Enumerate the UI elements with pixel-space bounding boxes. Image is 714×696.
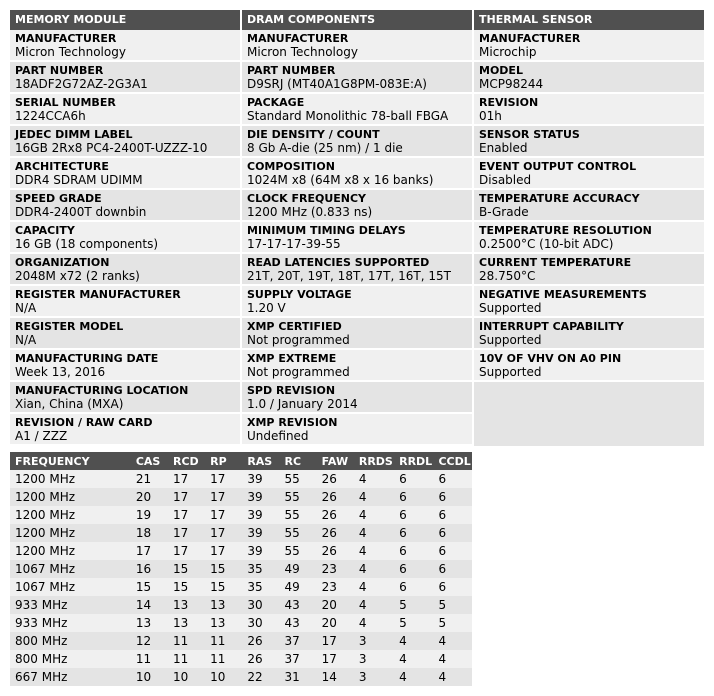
timing-cell: 55 — [280, 470, 317, 488]
timing-cell: 43 — [280, 596, 317, 614]
timing-row — [10, 524, 472, 542]
spec-value: A1 / ZZZ — [15, 429, 68, 443]
timing-cell: 11 — [168, 650, 205, 668]
timing-cell: 39 — [242, 488, 279, 506]
timing-cell: 23 — [317, 560, 354, 578]
spec-field — [242, 286, 472, 318]
timing-cell: 14 — [317, 668, 354, 686]
timing-cell: 20 — [317, 614, 354, 632]
timing-cell: 667 MHz — [10, 668, 131, 686]
timing-cell: 6 — [433, 506, 472, 524]
spec-field — [474, 62, 704, 94]
timing-cell: 1200 MHz — [10, 506, 131, 524]
spec-label: DIE DENSITY / COUNT — [247, 128, 380, 141]
timing-cell: 4 — [433, 668, 472, 686]
timing-cell: 15 — [131, 578, 168, 596]
spec-field — [10, 94, 240, 126]
timing-cell: 49 — [280, 560, 317, 578]
spec-field — [474, 222, 704, 254]
spec-value: N/A — [15, 301, 37, 315]
timing-cell: 23 — [317, 578, 354, 596]
timing-cell: 30 — [242, 596, 279, 614]
timing-header-ras: RAS — [242, 452, 279, 470]
timing-cell: 4 — [354, 560, 394, 578]
timing-cell: 1200 MHz — [10, 524, 131, 542]
spec-value: Supported — [479, 365, 542, 379]
spec-value: Disabled — [479, 173, 532, 187]
spec-label: XMP EXTREME — [247, 352, 337, 365]
spec-value: Supported — [479, 301, 542, 315]
timing-cell: 1200 MHz — [10, 488, 131, 506]
timing-cell: 4 — [433, 632, 472, 650]
timing-cell: 6 — [394, 578, 433, 596]
timing-cell: 21 — [131, 470, 168, 488]
timing-cell: 49 — [280, 578, 317, 596]
timing-cell: 933 MHz — [10, 614, 131, 632]
timing-cell: 26 — [317, 488, 354, 506]
spec-label: INTERRUPT CAPABILITY — [479, 320, 624, 333]
spec-field — [242, 126, 472, 158]
spec-label: NEGATIVE MEASUREMENTS — [479, 288, 647, 301]
spec-value: MCP98244 — [479, 77, 544, 91]
timing-cell: 933 MHz — [10, 596, 131, 614]
timing-header-ccdl: CCDL — [433, 452, 472, 470]
timing-row — [10, 668, 472, 686]
spec-field — [242, 350, 472, 382]
spec-label: MANUFACTURER — [15, 32, 117, 45]
timing-row — [10, 560, 472, 578]
spec-field — [10, 414, 240, 446]
spec-label: TEMPERATURE ACCURACY — [479, 192, 640, 205]
spec-label: MODEL — [479, 64, 523, 77]
spec-field — [10, 158, 240, 190]
timing-cell: 3 — [354, 632, 394, 650]
spec-label: ARCHITECTURE — [15, 160, 109, 173]
timing-cell: 37 — [280, 632, 317, 650]
timing-cell: 15 — [168, 578, 205, 596]
timing-cell: 11 — [168, 632, 205, 650]
timing-cell: 800 MHz — [10, 632, 131, 650]
timing-cell: 10 — [205, 668, 242, 686]
spec-field — [10, 62, 240, 94]
timing-cell: 26 — [317, 524, 354, 542]
timing-header-cas: CAS — [131, 452, 168, 470]
timing-header-row — [10, 452, 472, 470]
dram-components-fields — [242, 30, 472, 446]
spec-value: B-Grade — [479, 205, 529, 219]
timing-cell: 26 — [242, 650, 279, 668]
timing-row — [10, 632, 472, 650]
thermal-sensor-filler — [474, 382, 704, 446]
timing-cell: 5 — [433, 614, 472, 632]
timing-row — [10, 506, 472, 524]
spec-field — [242, 158, 472, 190]
spec-label: SUPPLY VOLTAGE — [247, 288, 352, 301]
spec-label: MANUFACTURING LOCATION — [15, 384, 189, 397]
spec-label: TEMPERATURE RESOLUTION — [479, 224, 652, 237]
spec-label: ORGANIZATION — [15, 256, 110, 269]
timing-cell: 5 — [394, 596, 433, 614]
spec-label: REGISTER MODEL — [15, 320, 124, 333]
timing-table — [10, 452, 472, 686]
timing-cell: 4 — [354, 506, 394, 524]
spec-value: 1024M x8 (64M x8 x 16 banks) — [247, 173, 434, 187]
timing-cell: 14 — [131, 596, 168, 614]
timing-cell: 3 — [354, 668, 394, 686]
spec-label: PART NUMBER — [15, 64, 104, 77]
spec-label: XMP REVISION — [247, 416, 338, 429]
timing-cell: 17 — [317, 632, 354, 650]
timing-cell: 10 — [168, 668, 205, 686]
timing-cell: 26 — [317, 542, 354, 560]
spec-field — [242, 254, 472, 286]
spec-field — [474, 94, 704, 126]
memory-module-header: MEMORY MODULE — [10, 10, 240, 30]
timing-cell: 6 — [394, 542, 433, 560]
timing-cell: 26 — [317, 506, 354, 524]
spec-value: Enabled — [479, 141, 528, 155]
timing-cell: 55 — [280, 506, 317, 524]
spec-field — [474, 190, 704, 222]
timing-cell: 6 — [433, 524, 472, 542]
spec-field — [474, 286, 704, 318]
timing-cell: 17 — [205, 506, 242, 524]
timing-row — [10, 488, 472, 506]
timing-cell: 39 — [242, 524, 279, 542]
spec-label: REVISION / RAW CARD — [15, 416, 153, 429]
timing-cell: 11 — [131, 650, 168, 668]
timing-cell: 13 — [168, 614, 205, 632]
spec-value: 18ADF2G72AZ-2G3A1 — [15, 77, 148, 91]
spec-label: CAPACITY — [15, 224, 75, 237]
timing-cell: 30 — [242, 614, 279, 632]
spec-field — [242, 318, 472, 350]
spec-field — [242, 190, 472, 222]
timing-cell: 17 — [205, 470, 242, 488]
timing-cell: 15 — [205, 560, 242, 578]
spec-value: Micron Technology — [247, 45, 358, 59]
spec-value: 17-17-17-39-55 — [247, 237, 341, 251]
timing-cell: 37 — [280, 650, 317, 668]
timing-cell: 13 — [205, 614, 242, 632]
spec-value: Week 13, 2016 — [15, 365, 106, 379]
spec-label: MANUFACTURER — [479, 32, 581, 45]
spec-label: MANUFACTURING DATE — [15, 352, 159, 365]
timing-row — [10, 470, 472, 488]
timing-cell: 4 — [354, 470, 394, 488]
dram-components-section — [242, 10, 472, 446]
timing-header-rrds: RRDS — [354, 452, 394, 470]
timing-row — [10, 614, 472, 632]
timing-cell: 20 — [131, 488, 168, 506]
spec-field — [10, 254, 240, 286]
timing-cell: 6 — [394, 470, 433, 488]
timing-cell: 10 — [131, 668, 168, 686]
timing-cell: 17 — [205, 542, 242, 560]
timing-row — [10, 542, 472, 560]
timing-cell: 6 — [433, 560, 472, 578]
timing-row — [10, 578, 472, 596]
spec-label: REGISTER MANUFACTURER — [15, 288, 181, 301]
timing-cell: 1067 MHz — [10, 578, 131, 596]
timing-cell: 6 — [433, 578, 472, 596]
timing-cell: 13 — [168, 596, 205, 614]
spec-value: 1.20 V — [247, 301, 286, 315]
spec-label: REVISION — [479, 96, 539, 109]
spec-field — [10, 222, 240, 254]
spec-field — [474, 318, 704, 350]
spec-value: 21T, 20T, 19T, 18T, 17T, 16T, 15T — [247, 269, 451, 283]
timing-cell: 4 — [354, 542, 394, 560]
timing-cell: 26 — [317, 470, 354, 488]
timing-cell: 4 — [354, 524, 394, 542]
spec-value: Not programmed — [247, 365, 350, 379]
spec-value: Micron Technology — [15, 45, 126, 59]
spec-value: 1200 MHz (0.833 ns) — [247, 205, 373, 219]
timing-cell: 15 — [168, 560, 205, 578]
timing-cell: 16 — [131, 560, 168, 578]
timing-cell: 4 — [354, 596, 394, 614]
thermal-sensor-header: THERMAL SENSOR — [474, 10, 704, 30]
timing-cell: 4 — [433, 650, 472, 668]
spec-field — [474, 350, 704, 382]
timing-header-rrdl: RRDL — [394, 452, 433, 470]
timing-cell: 6 — [394, 524, 433, 542]
spec-value: Supported — [479, 333, 542, 347]
spec-label: CURRENT TEMPERATURE — [479, 256, 632, 269]
timing-cell: 11 — [205, 632, 242, 650]
timing-cell: 17 — [168, 470, 205, 488]
spec-field — [474, 126, 704, 158]
spec-label: JEDEC DIMM LABEL — [15, 128, 133, 141]
timing-cell: 17 — [168, 542, 205, 560]
timing-cell: 6 — [394, 506, 433, 524]
spec-value: Xian, China (MXA) — [15, 397, 124, 411]
spec-value: 0.2500°C (10-bit ADC) — [479, 237, 614, 251]
spec-field — [10, 126, 240, 158]
spec-field — [242, 30, 472, 62]
timing-cell: 43 — [280, 614, 317, 632]
timing-cell: 19 — [131, 506, 168, 524]
timing-cell: 26 — [242, 632, 279, 650]
timing-cell: 39 — [242, 542, 279, 560]
timing-cell: 3 — [354, 650, 394, 668]
spec-field — [10, 318, 240, 350]
spec-value: 16GB 2Rx8 PC4-2400T-UZZZ-10 — [15, 141, 208, 155]
timing-cell: 1200 MHz — [10, 542, 131, 560]
spec-field — [10, 382, 240, 414]
timing-cell: 35 — [242, 560, 279, 578]
timing-cell: 18 — [131, 524, 168, 542]
timing-cell: 20 — [317, 596, 354, 614]
spec-label: EVENT OUTPUT CONTROL — [479, 160, 637, 173]
timing-cell: 13 — [205, 596, 242, 614]
timing-header-rcd: RCD — [168, 452, 205, 470]
timing-header-rc: RC — [280, 452, 317, 470]
spec-value: 1224CCA6h — [15, 109, 86, 123]
spec-value: Undefined — [247, 429, 309, 443]
timing-cell: 17 — [168, 488, 205, 506]
timing-cell: 17 — [168, 524, 205, 542]
memory-module-section — [10, 10, 240, 446]
spec-value: Standard Monolithic 78-ball FBGA — [247, 109, 449, 123]
spec-label: COMPOSITION — [247, 160, 335, 173]
spec-value: 01h — [479, 109, 502, 123]
timing-cell: 4 — [394, 668, 433, 686]
spec-label: XMP CERTIFIED — [247, 320, 342, 333]
timing-cell: 12 — [131, 632, 168, 650]
memory-module-fields — [10, 30, 240, 446]
timing-cell: 22 — [242, 668, 279, 686]
timing-cell: 17 — [168, 506, 205, 524]
spec-field — [10, 30, 240, 62]
timing-cell: 6 — [394, 488, 433, 506]
spec-field — [242, 414, 472, 446]
timing-cell: 4 — [394, 650, 433, 668]
timing-header-frequency: FREQUENCY — [10, 452, 131, 470]
spec-value: 8 Gb A-die (25 nm) / 1 die — [247, 141, 403, 155]
timing-cell: 6 — [433, 470, 472, 488]
spec-field — [474, 30, 704, 62]
timing-header-faw: FAW — [317, 452, 354, 470]
spec-value: N/A — [15, 333, 37, 347]
dram-components-header: DRAM COMPONENTS — [242, 10, 472, 30]
timing-cell: 4 — [354, 614, 394, 632]
spec-value: 16 GB (18 components) — [15, 237, 159, 251]
timing-cell: 17 — [205, 524, 242, 542]
spec-value: Microchip — [479, 45, 537, 59]
timing-cell: 17 — [205, 488, 242, 506]
spec-label: PACKAGE — [247, 96, 305, 109]
timing-cell: 11 — [205, 650, 242, 668]
timing-cell: 55 — [280, 524, 317, 542]
timing-cell: 55 — [280, 542, 317, 560]
thermal-sensor-section — [474, 10, 704, 446]
timing-row — [10, 650, 472, 668]
spec-value: 28.750°C — [479, 269, 536, 283]
timing-cell: 39 — [242, 506, 279, 524]
spec-label: SPEED GRADE — [15, 192, 102, 205]
spec-value: DDR4 SDRAM UDIMM — [15, 173, 143, 187]
spec-value: DDR4-2400T downbin — [15, 205, 147, 219]
spec-value: 2048M x72 (2 ranks) — [15, 269, 140, 283]
timing-cell: 6 — [433, 542, 472, 560]
timing-cell: 39 — [242, 470, 279, 488]
spec-field — [10, 286, 240, 318]
timing-cell: 17 — [317, 650, 354, 668]
spec-label: SPD REVISION — [247, 384, 336, 397]
timing-cell: 55 — [280, 488, 317, 506]
spec-field — [474, 158, 704, 190]
spec-label: MINIMUM TIMING DELAYS — [247, 224, 406, 237]
timing-cell: 35 — [242, 578, 279, 596]
spec-label: MANUFACTURER — [247, 32, 349, 45]
spec-label: READ LATENCIES SUPPORTED — [247, 256, 430, 269]
spec-value: D9SRJ (MT40A1G8PM-083E:A) — [247, 77, 427, 91]
thermal-sensor-fields — [474, 30, 704, 382]
spec-value: 1.0 / January 2014 — [247, 397, 358, 411]
timing-row — [10, 596, 472, 614]
timing-cell: 17 — [131, 542, 168, 560]
spec-field — [242, 94, 472, 126]
spec-label: SERIAL NUMBER — [15, 96, 116, 109]
spec-label: CLOCK FREQUENCY — [247, 192, 367, 205]
spec-label: PART NUMBER — [247, 64, 336, 77]
spec-label: SENSOR STATUS — [479, 128, 580, 141]
timing-cell: 1200 MHz — [10, 470, 131, 488]
timing-cell: 15 — [205, 578, 242, 596]
spec-field — [242, 382, 472, 414]
timing-cell: 4 — [354, 578, 394, 596]
timing-body — [10, 470, 472, 686]
timing-cell: 5 — [394, 614, 433, 632]
spec-field — [474, 254, 704, 286]
spec-value: Not programmed — [247, 333, 350, 347]
timing-header-rp: RP — [205, 452, 242, 470]
spec-label: 10V OF VHV ON A0 PIN — [479, 352, 622, 365]
timing-cell: 5 — [433, 596, 472, 614]
timing-cell: 1067 MHz — [10, 560, 131, 578]
timing-cell: 4 — [354, 488, 394, 506]
spec-field — [242, 62, 472, 94]
timing-cell: 6 — [394, 560, 433, 578]
spec-field — [242, 222, 472, 254]
timing-cell: 4 — [394, 632, 433, 650]
spec-field — [10, 350, 240, 382]
timing-cell: 800 MHz — [10, 650, 131, 668]
timing-cell: 13 — [131, 614, 168, 632]
spec-field — [10, 190, 240, 222]
timing-cell: 6 — [433, 488, 472, 506]
timing-cell: 31 — [280, 668, 317, 686]
